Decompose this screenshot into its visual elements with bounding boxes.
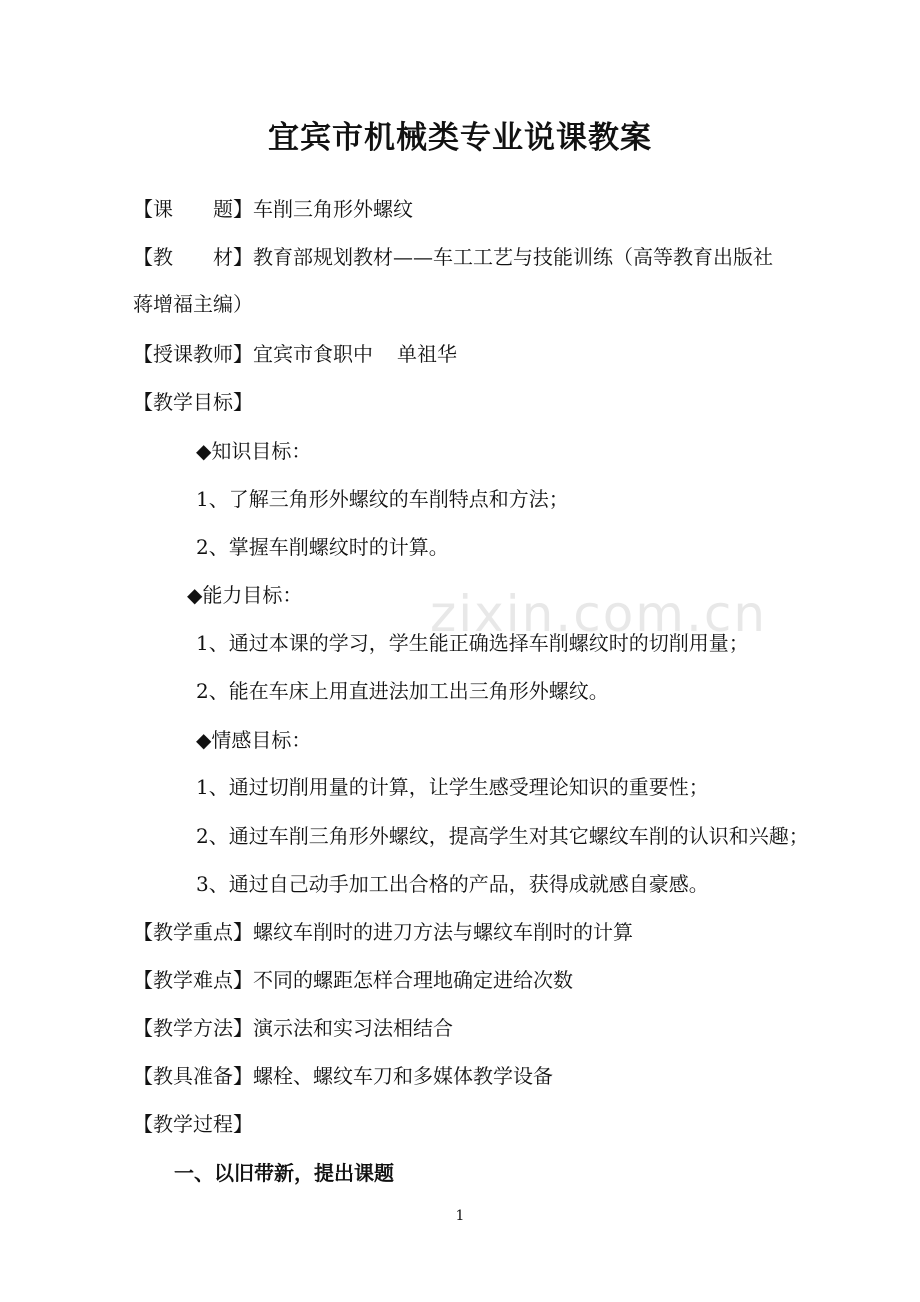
course-label-end: 题】 [213, 197, 253, 221]
emotion-item: 2、通过车削三角形外螺纹，提高学生对其它螺纹车削的认识和兴趣； [196, 824, 809, 848]
difficulties-label: 【教学难点】 [133, 968, 253, 992]
page-title: 宜宾市机械类专业说课教案 [268, 120, 652, 156]
tools-label: 【教具准备】 [133, 1064, 253, 1088]
teacher-school: 宜宾市食职中 [253, 342, 373, 366]
difficulties-line [133, 966, 573, 994]
course-value: 车削三角形外螺纹 [253, 197, 413, 221]
textbook-line [133, 243, 773, 271]
textbook-value: 教育部规划教材——车工工艺与技能训练（高等教育出版社 [253, 245, 773, 269]
teacher-name: 单祖华 [397, 342, 457, 366]
knowledge-item: 1、了解三角形外螺纹的车削特点和方法； [196, 487, 569, 511]
ability-item: 2、能在车床上用直进法加工出三角形外螺纹。 [196, 679, 609, 703]
knowledge-heading: ◆知识目标： [196, 439, 312, 463]
teacher-label: 【授课教师】 [133, 342, 253, 366]
emotion-item: 3、通过自己动手加工出合格的产品，获得成就感自豪感。 [196, 872, 709, 896]
emotion-heading: ◆情感目标： [196, 728, 312, 752]
course-label-start: 【课 [133, 197, 173, 221]
textbook-label-start: 【教 [133, 245, 173, 269]
tools-line [133, 1062, 553, 1090]
knowledge-item: 2、掌握车削螺纹时的计算。 [196, 535, 449, 559]
objectives-label: 【教学目标】 [133, 390, 253, 414]
difficulties-value: 不同的螺距怎样合理地确定进给次数 [253, 968, 573, 992]
ability-heading: ◆能力目标： [187, 583, 303, 607]
methods-line [133, 1014, 453, 1042]
course-line [133, 195, 413, 223]
process-section-heading: 一、以旧带新，提出课题 [174, 1161, 394, 1185]
teacher-line [133, 340, 457, 368]
page-number: 1 [455, 1208, 465, 1224]
key-points-line [133, 918, 633, 946]
methods-value: 演示法和实习法相结合 [253, 1016, 453, 1040]
emotion-item: 1、通过切削用量的计算，让学生感受理论知识的重要性； [196, 775, 709, 799]
watermark: zixin.com.cn [430, 585, 768, 643]
key-points-value: 螺纹车削时的进刀方法与螺纹车削时的计算 [253, 920, 633, 944]
ability-item: 1、通过本课的学习，学生能正确选择车削螺纹时的切削用量； [196, 631, 749, 655]
methods-label: 【教学方法】 [133, 1016, 253, 1040]
process-label: 【教学过程】 [133, 1112, 253, 1136]
textbook-value-continued: 蒋增福主编） [133, 292, 253, 316]
key-points-label: 【教学重点】 [133, 920, 253, 944]
tools-value: 螺栓、螺纹车刀和多媒体教学设备 [253, 1064, 553, 1088]
textbook-label-end: 材】 [213, 245, 253, 269]
